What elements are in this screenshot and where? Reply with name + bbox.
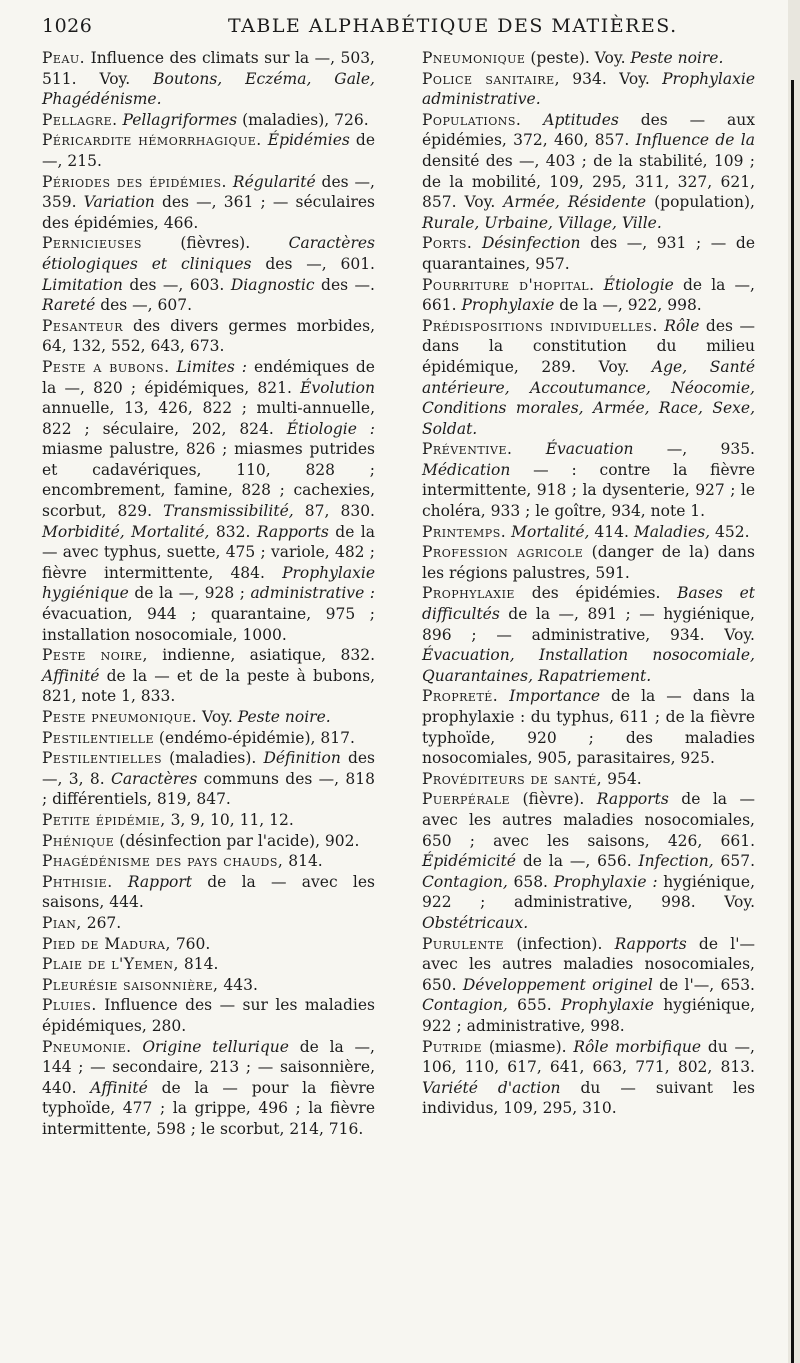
entry-italic-text: Contagion, — [422, 872, 508, 891]
entry-text: communs des —, 818 ; différentiels, 819, 847. — [42, 769, 375, 809]
entry-text: de la — pour la fièvre typhoïde, 477 ; la grippe, 496 ; la fièvre intermittente, 598 ; le scorbut, 214, 716. — [42, 1078, 375, 1138]
entry-text — [472, 234, 482, 252]
entry-text: des —, 603. — [122, 275, 231, 294]
entry-text: Influence des — sur les maladies épidémiques, 280. — [42, 996, 375, 1035]
entry-italic-text: Régularité — [232, 172, 316, 191]
entry-headword: Putride — [422, 1037, 483, 1056]
entry-text: des — aux épidémies, 372, 460, 857. — [422, 110, 755, 150]
entry-italic-text: Étiologie : — [286, 419, 376, 438]
index-column-right — [422, 48, 755, 1119]
entry-italic-text: Armée, Résidente — [503, 193, 647, 212]
entry-italic-text: Rapports — [614, 934, 687, 953]
entry-text: annuelle, 13, 426, 822 ; multi-annuelle, 822 ; séculaire, 202, 824. — [42, 399, 375, 438]
entry-headword: Pneumonique — [422, 49, 526, 67]
entry-text: des —, 601. — [251, 254, 375, 273]
entry-italic-text: Rapports — [256, 522, 329, 541]
index-entry — [42, 707, 375, 728]
index-entry — [422, 686, 755, 768]
entry-italic-text: Obstétricaux. — [422, 913, 529, 932]
entry-text: des —, 3, 8. — [42, 749, 375, 788]
entry-text: de la —, 661. — [422, 275, 755, 315]
running-header — [0, 0, 800, 40]
entry-text: (maladies). — [162, 749, 264, 768]
entry-text: densité des —, 403 ; de la stabilité, 109 ; de la mobilité, 109, 295, 311, 327, 621, 857. Voy. — [422, 151, 755, 212]
entry-italic-text: Origine tellurique — [142, 1037, 289, 1056]
entry-text: (miasme). — [482, 1037, 574, 1056]
index-entry — [422, 275, 755, 316]
entry-text: —, 935. — [633, 440, 755, 459]
entry-text: de l'—, 653. — [652, 975, 755, 994]
index-entry — [42, 130, 375, 171]
entry-text: indienne, asiatique, 832. — [147, 646, 376, 665]
index-entry — [42, 172, 375, 234]
index-entry — [422, 789, 755, 933]
entry-headword: Pestilentielle — [42, 728, 154, 747]
entry-headword: Pourriture d'hopital. — [422, 275, 595, 294]
entry-text: — : contre la fièvre intermittente, 918 ; la dysenterie, 927 ; le choléra, 933 ; le goître, 934, note 1. — [422, 460, 755, 521]
entry-italic-text: Influence de la — [635, 131, 755, 150]
entry-text: 954. — [602, 769, 642, 788]
entry-italic-text: Évacuation — [545, 440, 634, 459]
index-entry — [42, 934, 375, 955]
entry-italic-text: Caractères — [110, 769, 198, 788]
index-entry — [42, 748, 375, 810]
entry-text: 934. Voy. — [560, 69, 663, 88]
entry-italic-text: Variété d'action — [422, 1078, 561, 1097]
index-entry — [42, 831, 375, 852]
entry-italic-text: Importance — [509, 687, 601, 706]
entry-italic-text: Limites : — [176, 357, 247, 376]
entry-headword: Peste a bubons. — [42, 357, 170, 376]
entry-headword: Provéditeurs de santé, — [422, 769, 603, 788]
entry-italic-text: administrative : — [250, 584, 375, 603]
entry-text: de l'— avec les autres maladies nosocomiales, 650. — [422, 934, 755, 994]
index-entry — [422, 69, 755, 110]
index-entry — [422, 769, 755, 790]
entry-text: de la —, 922, 998. — [554, 296, 702, 315]
entry-headword: Printemps. — [422, 522, 507, 541]
running-title: TABLE ALPHABÉTIQUE DES MATIÈRES. — [228, 15, 678, 37]
entry-text: (infection). — [504, 934, 615, 953]
entry-italic-text: Épidémicité — [422, 852, 516, 871]
entry-text: 658. — [507, 872, 554, 891]
entry-text: miasme palustre, 826 ; miasmes putrides et cadavériques, 110, 828 ; encombrement, famine, 828 ; cachexies, scorbut, 829. — [42, 440, 375, 521]
entry-text: 814. — [178, 955, 219, 974]
entry-text: des —. — [314, 275, 375, 294]
entry-text — [170, 358, 177, 376]
entry-text: de la — avec les autres maladies nosocomiales, 650 ; avec les saisons, 426, 661. — [422, 790, 755, 850]
entry-text: de la — avec typhus, suette, 475 ; variole, 482 ; fièvre intermittente, 484. — [42, 522, 375, 582]
entry-italic-text: Transmissibilité, — [163, 502, 294, 521]
entry-text: de la — dans la prophylaxie : du typhus, 611 ; de la fièvre typhoïde, 920 ; des maladies nosocomiales, 905, parasitaires, 925. — [422, 687, 755, 768]
entry-text: Influence des climats sur la —, 503, 511. Voy. — [42, 49, 375, 88]
entry-text: 832. — [209, 522, 257, 541]
entry-italic-text: Affinité — [42, 666, 100, 685]
index-entry — [42, 851, 375, 872]
entry-italic-text: Caractères étiologiques et cliniques — [42, 234, 375, 273]
entry-italic-text: Affinité — [90, 1078, 148, 1097]
entry-text: des — dans la constitution du milieu épidémique, 289. Voy. — [422, 316, 755, 376]
entry-headword: Populations. — [422, 110, 522, 129]
index-entry — [42, 357, 375, 645]
entry-text: du — suivant les individus, 109, 295, 310. — [422, 1078, 755, 1118]
entry-italic-text: Aptitudes — [543, 110, 619, 129]
entry-text: 267. — [81, 913, 122, 932]
entry-text: 414. — [589, 522, 634, 541]
entry-text — [498, 687, 509, 705]
entry-text: des —, 359. — [42, 172, 375, 212]
entry-text: (maladies), 726. — [237, 110, 369, 129]
index-entry — [42, 810, 375, 831]
entry-text — [595, 276, 604, 294]
entry-italic-text: Age, Santé antérieure, Accoutumance, Néocomie, Conditions morales, Armée, Race, Sexe, Soldat. — [422, 357, 756, 438]
entry-italic-text: Boutons, Eczéma, Gale, Phagédénisme. — [42, 69, 375, 109]
entry-italic-text: Rôle — [664, 316, 700, 335]
entry-text: de —, 215. — [42, 131, 375, 170]
entry-text: 814. — [283, 852, 323, 871]
index-entry — [42, 233, 375, 315]
index-entry — [422, 439, 755, 521]
index-entry — [42, 913, 375, 934]
entry-italic-text: Prophylaxie : — [553, 872, 658, 891]
index-entry — [422, 48, 755, 69]
entry-italic-text: Peste noire. — [237, 708, 331, 726]
entry-headword: Périodes des épidémies. — [42, 172, 227, 191]
entry-text: du —, 106, 110, 617, 641, 663, 771, 802, 813. — [422, 1037, 755, 1077]
index-entry — [422, 316, 755, 440]
index-entry — [42, 995, 375, 1036]
entry-text: 760. — [170, 934, 211, 953]
entry-text: 3, 9, 10, 11, 12. — [165, 810, 294, 829]
index-entry — [42, 316, 375, 357]
index-entry — [42, 110, 375, 131]
entry-text: (endémo-épidémie), 817. — [154, 728, 355, 747]
entry-italic-text: Variation — [83, 193, 155, 212]
entry-text: 657. — [713, 852, 755, 871]
entry-text: 443. — [218, 975, 258, 994]
entry-headword: Prophylaxie — [422, 584, 515, 603]
index-entry — [42, 1037, 375, 1140]
entry-italic-text: Évolution — [300, 378, 375, 397]
entry-text: (population), — [646, 193, 755, 212]
entry-headword: Péricardite hémorrhagique. — [42, 131, 262, 150]
entry-italic-text: Développement originel — [462, 975, 653, 994]
entry-italic-text: Limitation — [42, 275, 123, 294]
entry-headword: Propreté. — [422, 687, 499, 706]
entry-headword: Préventive. — [422, 440, 513, 459]
entry-italic-text: Épidémies — [267, 131, 350, 150]
entry-headword: Profession agricole — [422, 543, 584, 562]
entry-headword: Peste noire, — [42, 646, 148, 665]
index-entry — [42, 872, 375, 913]
entry-italic-text: Rôle morbifique — [573, 1037, 702, 1056]
entry-italic-text: Peste noire. — [630, 49, 724, 67]
entry-headword: Pied de Madura, — [42, 934, 171, 953]
entry-text: des —, 931 ; — de quarantaines, 957. — [422, 234, 755, 273]
index-entry — [422, 110, 755, 234]
entry-text — [512, 440, 545, 458]
entry-italic-text: Prophylaxie hygiénique — [42, 563, 375, 603]
entry-italic-text: Mortalité, — [511, 522, 590, 541]
entry-headword: Pestilentielles — [42, 749, 163, 768]
page-number: 1026 — [42, 15, 93, 37]
entry-headword: Prédispositions individuelles. — [422, 316, 658, 335]
index-entry — [42, 975, 375, 996]
entry-headword: Puerpérale — [422, 790, 511, 809]
entry-italic-text: Pellagriformes — [122, 110, 238, 129]
entry-italic-text: Rareté — [42, 296, 96, 315]
index-entry — [422, 583, 755, 686]
entry-text: de la —, 928 ; — [128, 584, 251, 603]
entry-italic-text: Bases et difficultés — [422, 584, 755, 624]
entry-headword: Phénique — [42, 831, 115, 850]
entry-italic-text: Prophylaxie administrative. — [422, 69, 755, 109]
entry-headword: Peste pneumonique. — [42, 708, 198, 726]
entry-headword: Purulente — [422, 934, 505, 953]
index-entry — [422, 934, 755, 1037]
entry-headword: Petite épidémie, — [42, 810, 166, 829]
entry-italic-text: Diagnostic — [230, 275, 315, 294]
entry-italic-text: Infection, — [638, 852, 714, 871]
index-entry — [42, 48, 375, 110]
entry-text: 452. — [710, 522, 750, 541]
entry-italic-text: Morbidité, Mortalité, — [42, 522, 210, 541]
entry-headword: Phthisie. — [42, 872, 113, 891]
entry-text: endémiques de la —, 820 ; épidémiques, 821. — [42, 357, 375, 397]
index-column-left — [42, 48, 375, 1139]
index-entry — [422, 1037, 755, 1119]
entry-text: des —, 361 ; — séculaires des épidémies, 466. — [42, 193, 375, 232]
page-edge-line — [791, 80, 794, 1363]
entry-italic-text: Maladies, — [633, 522, 711, 541]
entry-italic-text: Rapport — [127, 872, 192, 891]
entry-text: (danger de la) dans les régions palustres, 591. — [422, 543, 755, 582]
index-entry — [422, 522, 755, 543]
entry-italic-text: Rurale, Urbaine, Village, Ville. — [422, 213, 662, 232]
entry-headword: Pian, — [42, 913, 82, 932]
entry-text: (fièvre). — [510, 790, 597, 809]
entry-headword: Phagédénisme des pays chauds, — [42, 852, 284, 871]
entry-headword: Police sanitaire, — [422, 69, 561, 88]
entry-text: de la — avec les saisons, 444. — [42, 872, 375, 912]
entry-headword: Pluies. — [42, 996, 97, 1015]
entry-italic-text: Médication — [422, 460, 511, 479]
entry-italic-text: Prophylaxie — [561, 996, 654, 1015]
entry-text: Voy. — [197, 708, 238, 726]
entry-text: des divers germes morbides, 64, 132, 552, 643, 673. — [42, 316, 375, 356]
entry-text — [113, 873, 128, 891]
entry-italic-text: Contagion, — [422, 996, 508, 1015]
entry-headword: Pernicieuses — [42, 234, 142, 253]
entry-text: hygiénique, 922 ; administrative, 998. Voy. — [422, 872, 755, 912]
entry-text: des —, 607. — [95, 296, 193, 315]
entry-italic-text: Prophylaxie — [461, 296, 555, 315]
entry-italic-text: Rapports — [596, 790, 669, 809]
entry-text: de la —, 144 ; — secondaire, 213 ; — saisonnière, 440. — [42, 1037, 375, 1097]
entry-headword: Pellagre. — [42, 110, 118, 129]
entry-headword: Ports. — [422, 234, 473, 253]
entry-text: évacuation, 944 ; quarantaine, 975 ; installation nosocomiale, 1000. — [42, 605, 375, 644]
entry-text: (peste). Voy. — [525, 49, 631, 67]
entry-italic-text: Désinfection — [481, 234, 581, 253]
entry-italic-text: Définition — [263, 749, 341, 768]
entry-headword: Pleurésie saisonnière, — [42, 975, 219, 994]
entry-italic-text: Étiologie — [603, 275, 674, 294]
index-entry — [42, 728, 375, 749]
entry-italic-text: Évacuation, Installation nosocomiale, Quarantaines, Rapatriement. — [422, 646, 755, 685]
entry-text: 655. — [507, 996, 561, 1015]
entry-text: 87, 830. — [293, 502, 375, 521]
entry-headword: Pesanteur — [42, 316, 123, 335]
page-edge — [788, 0, 800, 1363]
entry-headword: Peau. — [42, 49, 86, 67]
entry-text: de la —, 656. — [515, 852, 639, 871]
entry-text — [132, 1038, 143, 1056]
entry-text: de la — et de la peste à bubons, 821, note 1, 833. — [42, 666, 375, 706]
index-entry — [422, 233, 755, 274]
index-entry — [422, 542, 755, 583]
index-entry — [42, 645, 375, 707]
entry-headword: Pneumonie. — [42, 1037, 132, 1056]
entry-headword: Plaie de l'Yemen, — [42, 955, 179, 974]
entry-text: des épidémies. — [514, 584, 678, 603]
entry-text: de la —, 891 ; — hygiénique, 896 ; — administrative, 934. Voy. — [422, 605, 755, 644]
index-entry — [42, 954, 375, 975]
entry-text: hygiénique, 922 ; administrative, 998. — [422, 996, 755, 1035]
entry-text: (fièvres). — [141, 234, 289, 253]
entry-text — [521, 111, 543, 129]
entry-text: (désinfection par l'acide), 902. — [114, 831, 360, 850]
